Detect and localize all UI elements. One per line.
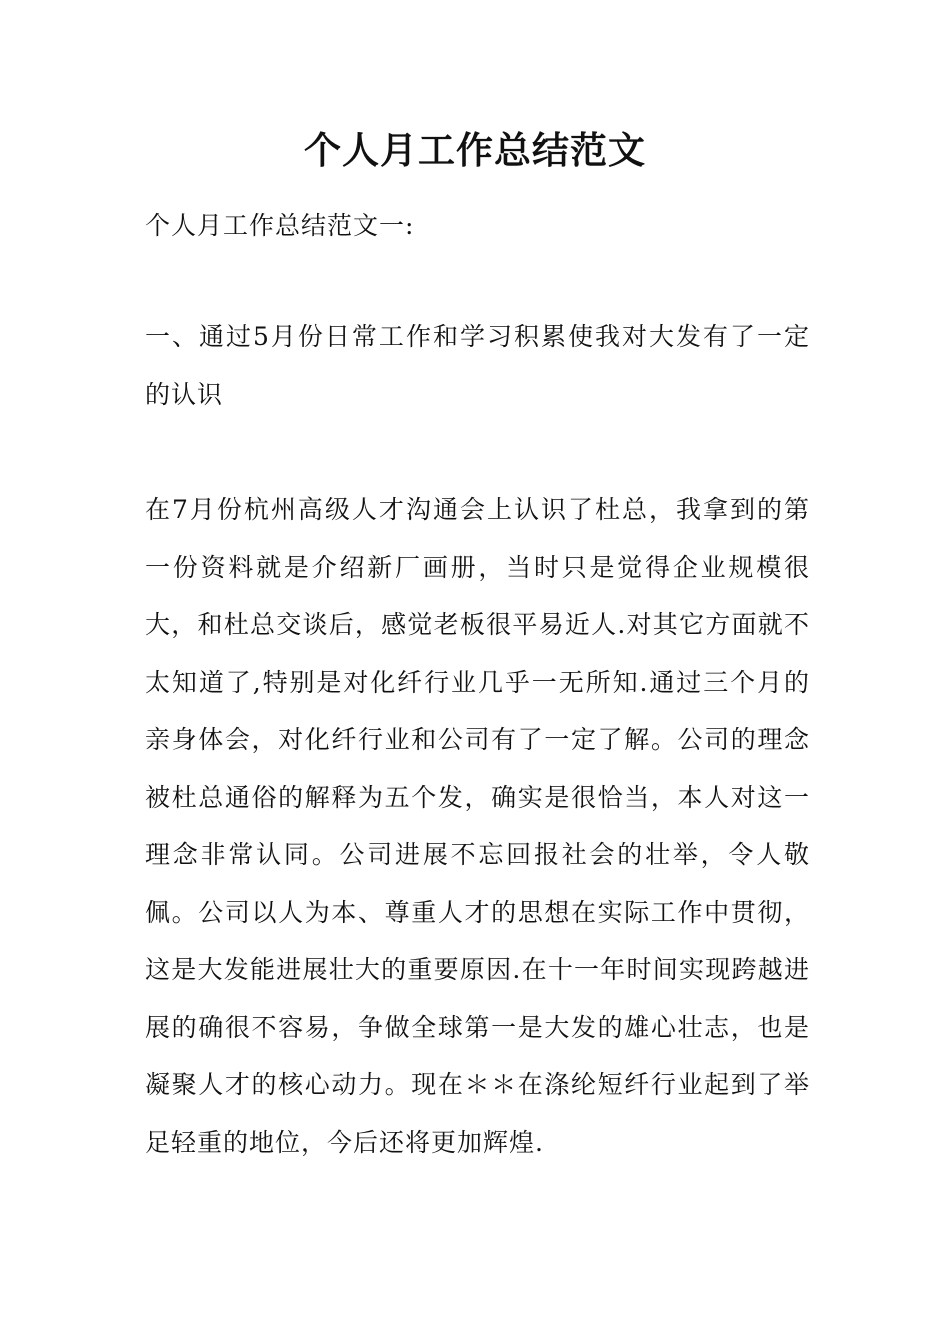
document-subtitle: 个人月工作总结范文一: (145, 211, 415, 240)
document-title: 个人月工作总结范文 (304, 129, 646, 172)
section-heading: 一、通过5月份日常工作和学习积累使我对大发有了一定的认识 (145, 322, 810, 409)
body-paragraph: 在7月份杭州高级人才沟通会上认识了杜总，我拿到的第一份资料就是介绍新厂画册，当时只是觉得企业规模很大，和杜总交谈后，感觉老板很平易近人.对其它方面就不太知道了,特别是对化纤行业几乎一无所知.通过三个月的亲身体会，对化纤行业和公司有了一定了解。公司的理念被杜总通俗的解释为五个发，确实是很恰当，本人对这一理念非常认同。公司进展不忘回报社会的壮举，令人敬佩。公司以人为本、尊重人才的思想在实际工作中贯彻，这是大发能进展壮大的重要原因.在十一年时间实现跨越进展的确很不容易，争做全球第一是大发的雄心壮志，也是凝聚人才的核心动力。现在＊＊在涤纶短纤行业起到了举足轻重的地位，今后还将更加辉煌. (145, 495, 810, 1157)
